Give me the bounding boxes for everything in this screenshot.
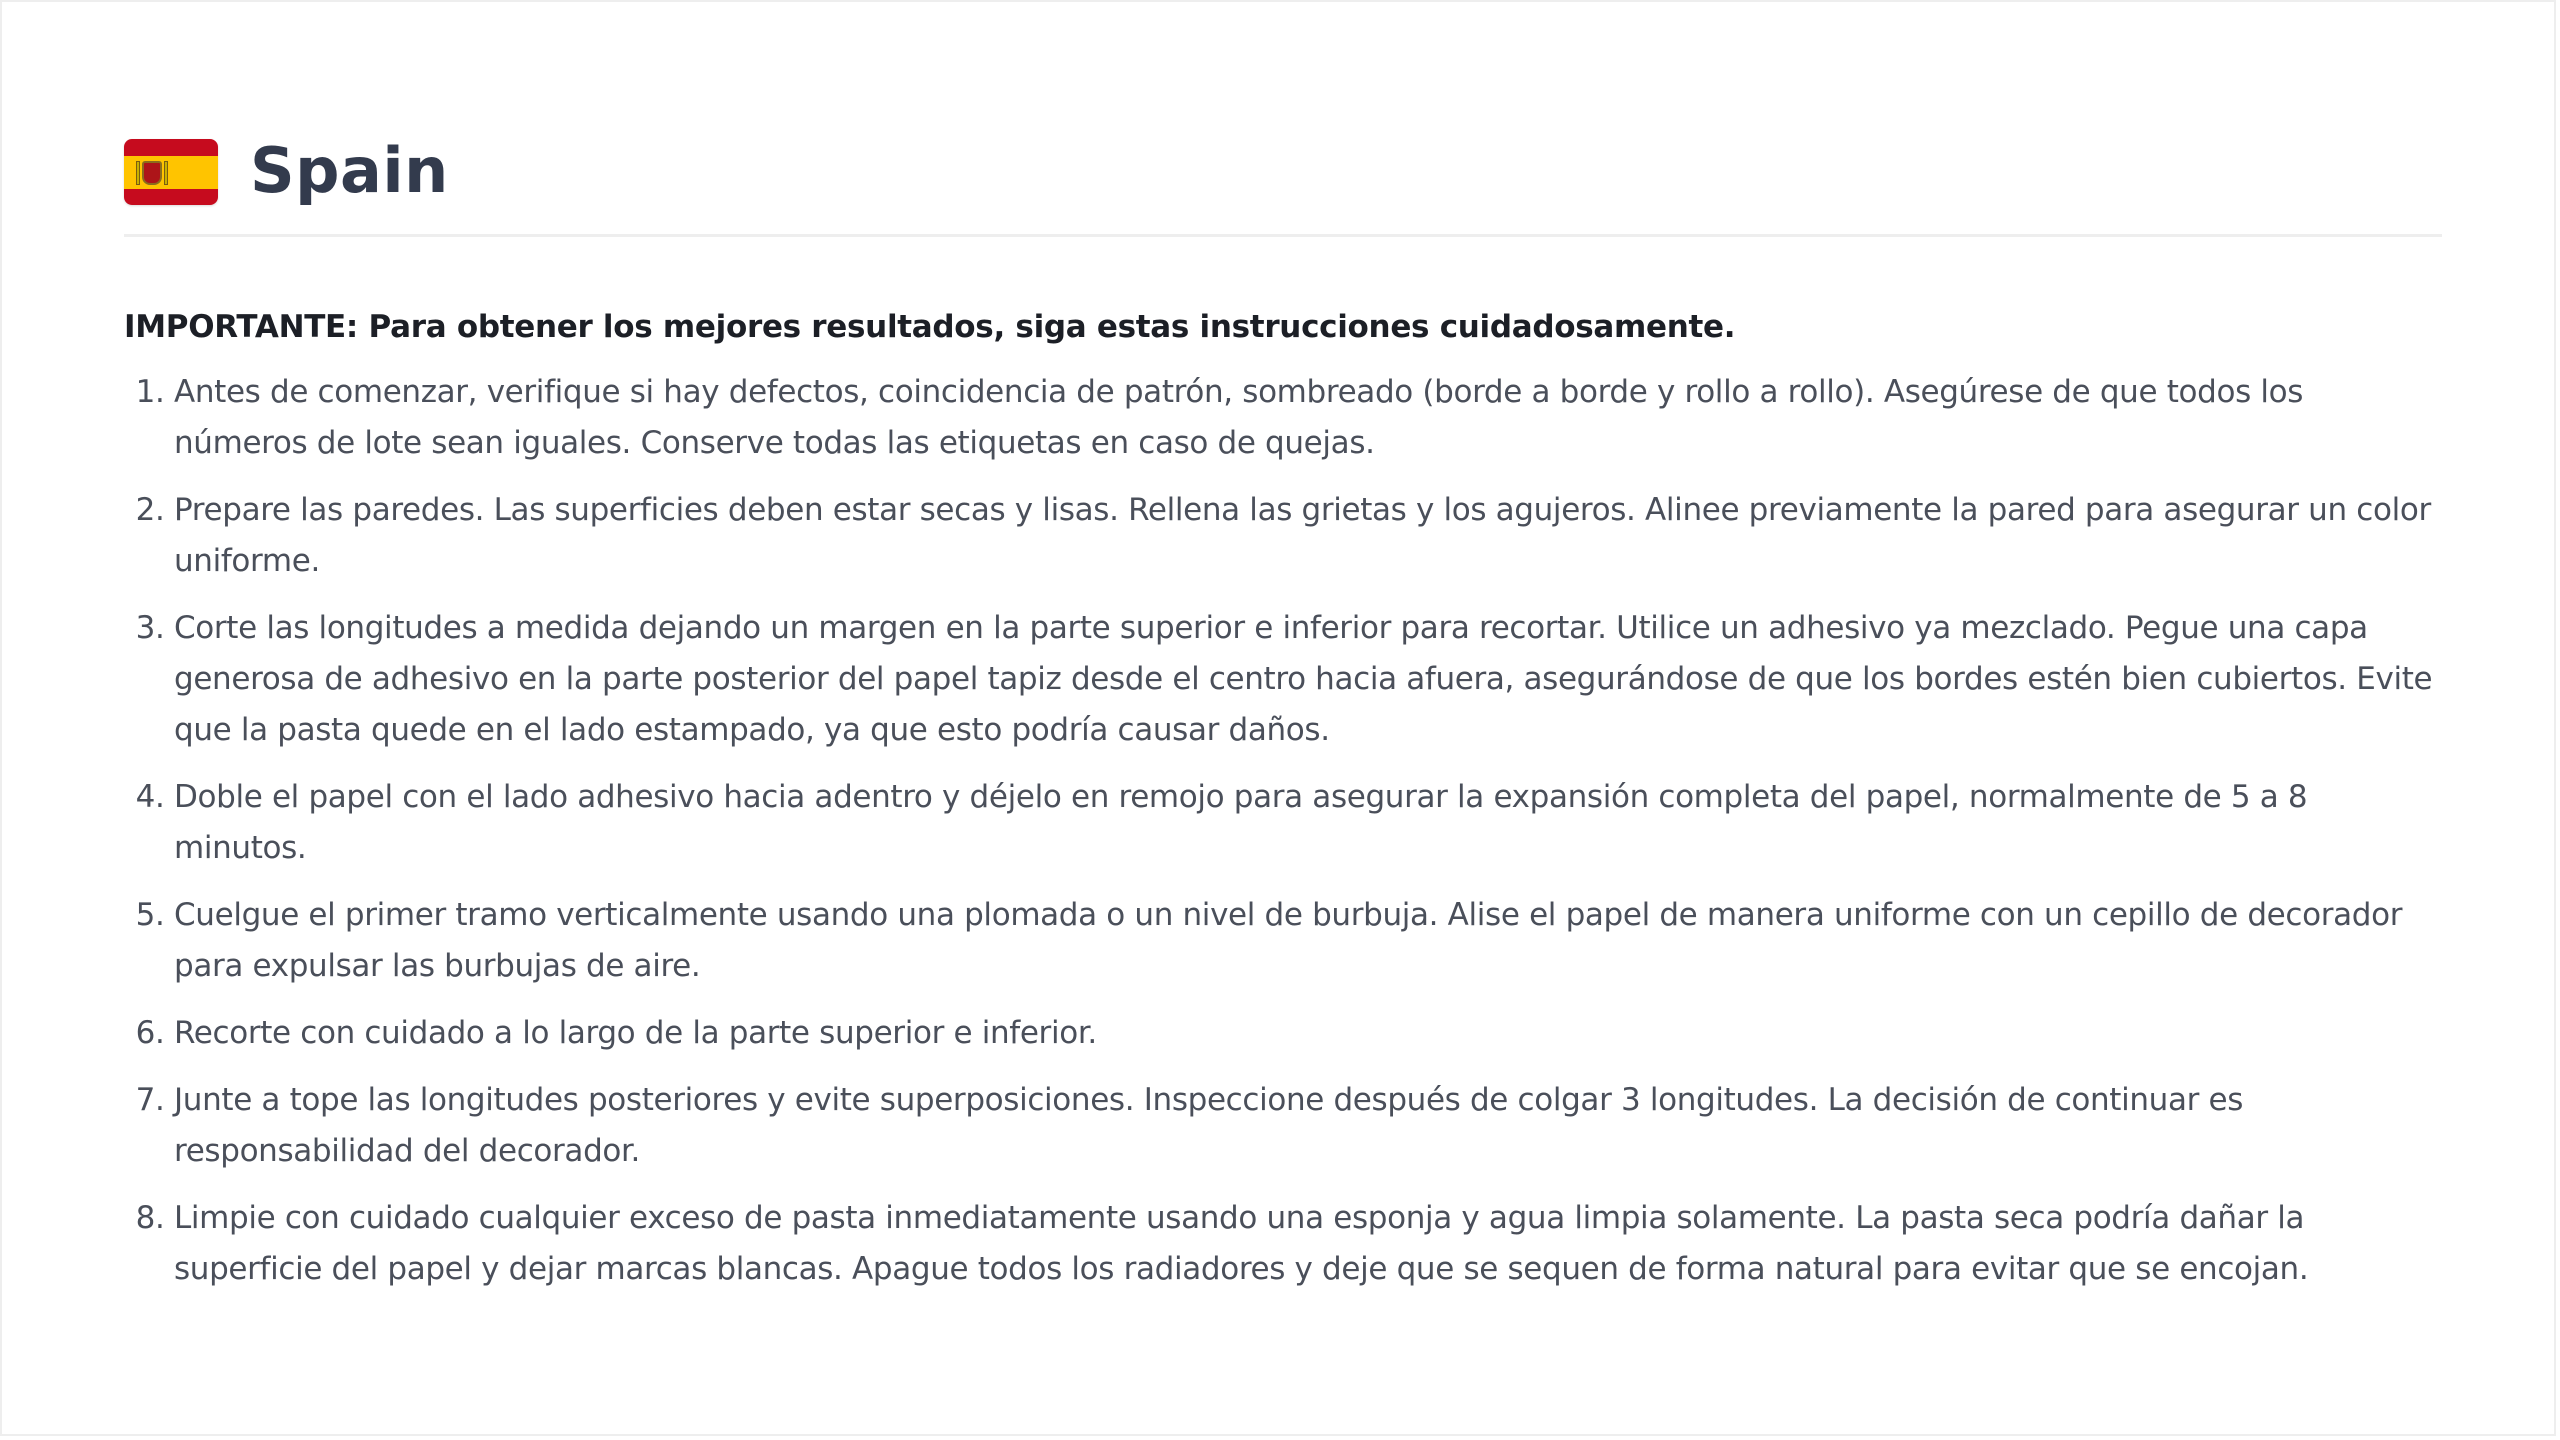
list-item: 4. Doble el papel con el lado adhesivo hacia adentro y déjelo en remojo para asegurar la expansión completa del papel, normalmente de 5 a 8 minutos. [174,772,2442,874]
page-title: Spain [250,133,449,207]
list-item: 1. Antes de comenzar, verifique si hay defectos, coincidencia de patrón, sombreado (borde a borde y rollo a rollo). Asegúrese de que todos los números de lote sean iguales. Conserve todas las etiquetas en caso de quejas. [174,367,2442,469]
list-item: 6. Recorte con cuidado a lo largo de la parte superior e inferior. [174,1008,2442,1059]
instructions-list [124,367,2442,1295]
list-item: 5. Cuelgue el primer tramo verticalmente usando una plomada o un nivel de burbuja. Alise el papel de manera uniforme con un cepillo de decorador para expulsar las burbujas de aire. [174,890,2442,992]
document-content [124,122,2442,1311]
list-item: 3. Corte las longitudes a medida dejando un margen en la parte superior e inferior para recortar. Utilice un adhesivo ya mezclado. Pegue una capa generosa de adhesivo en la parte posterior del papel tapiz desde el centro hacia afuera, asegurándose de que los bordes estén bien cubiertos. Evite que la pasta quede en el lado estampado, ya que esto podría causar daños. [174,603,2442,756]
list-item: 7. Junte a tope las longitudes posteriores y evite superposiciones. Inspeccione después de colgar 3 longitudes. La decisión de continuar es responsabilidad del decorador. [174,1075,2442,1177]
intro-note: IMPORTANTE: Para obtener los mejores resultados, siga estas instrucciones cuidadosamente. [124,309,1736,345]
list-item: 8. Limpie con cuidado cualquier exceso de pasta inmediatamente usando una esponja y agua limpia solamente. La pasta seca podría dañar la superficie del papel y dejar marcas blancas. Apague todos los radiadores y deje que se sequen de forma natural para evitar que se encojan. [174,1193,2442,1295]
list-item: 2. Prepare las paredes. Las superficies deben estar secas y lisas. Rellena las grietas y los agujeros. Alinee previamente la pared para asegurar un color uniforme. [174,485,2442,587]
spain-flag-icon [124,139,218,205]
page-header [124,122,2442,237]
